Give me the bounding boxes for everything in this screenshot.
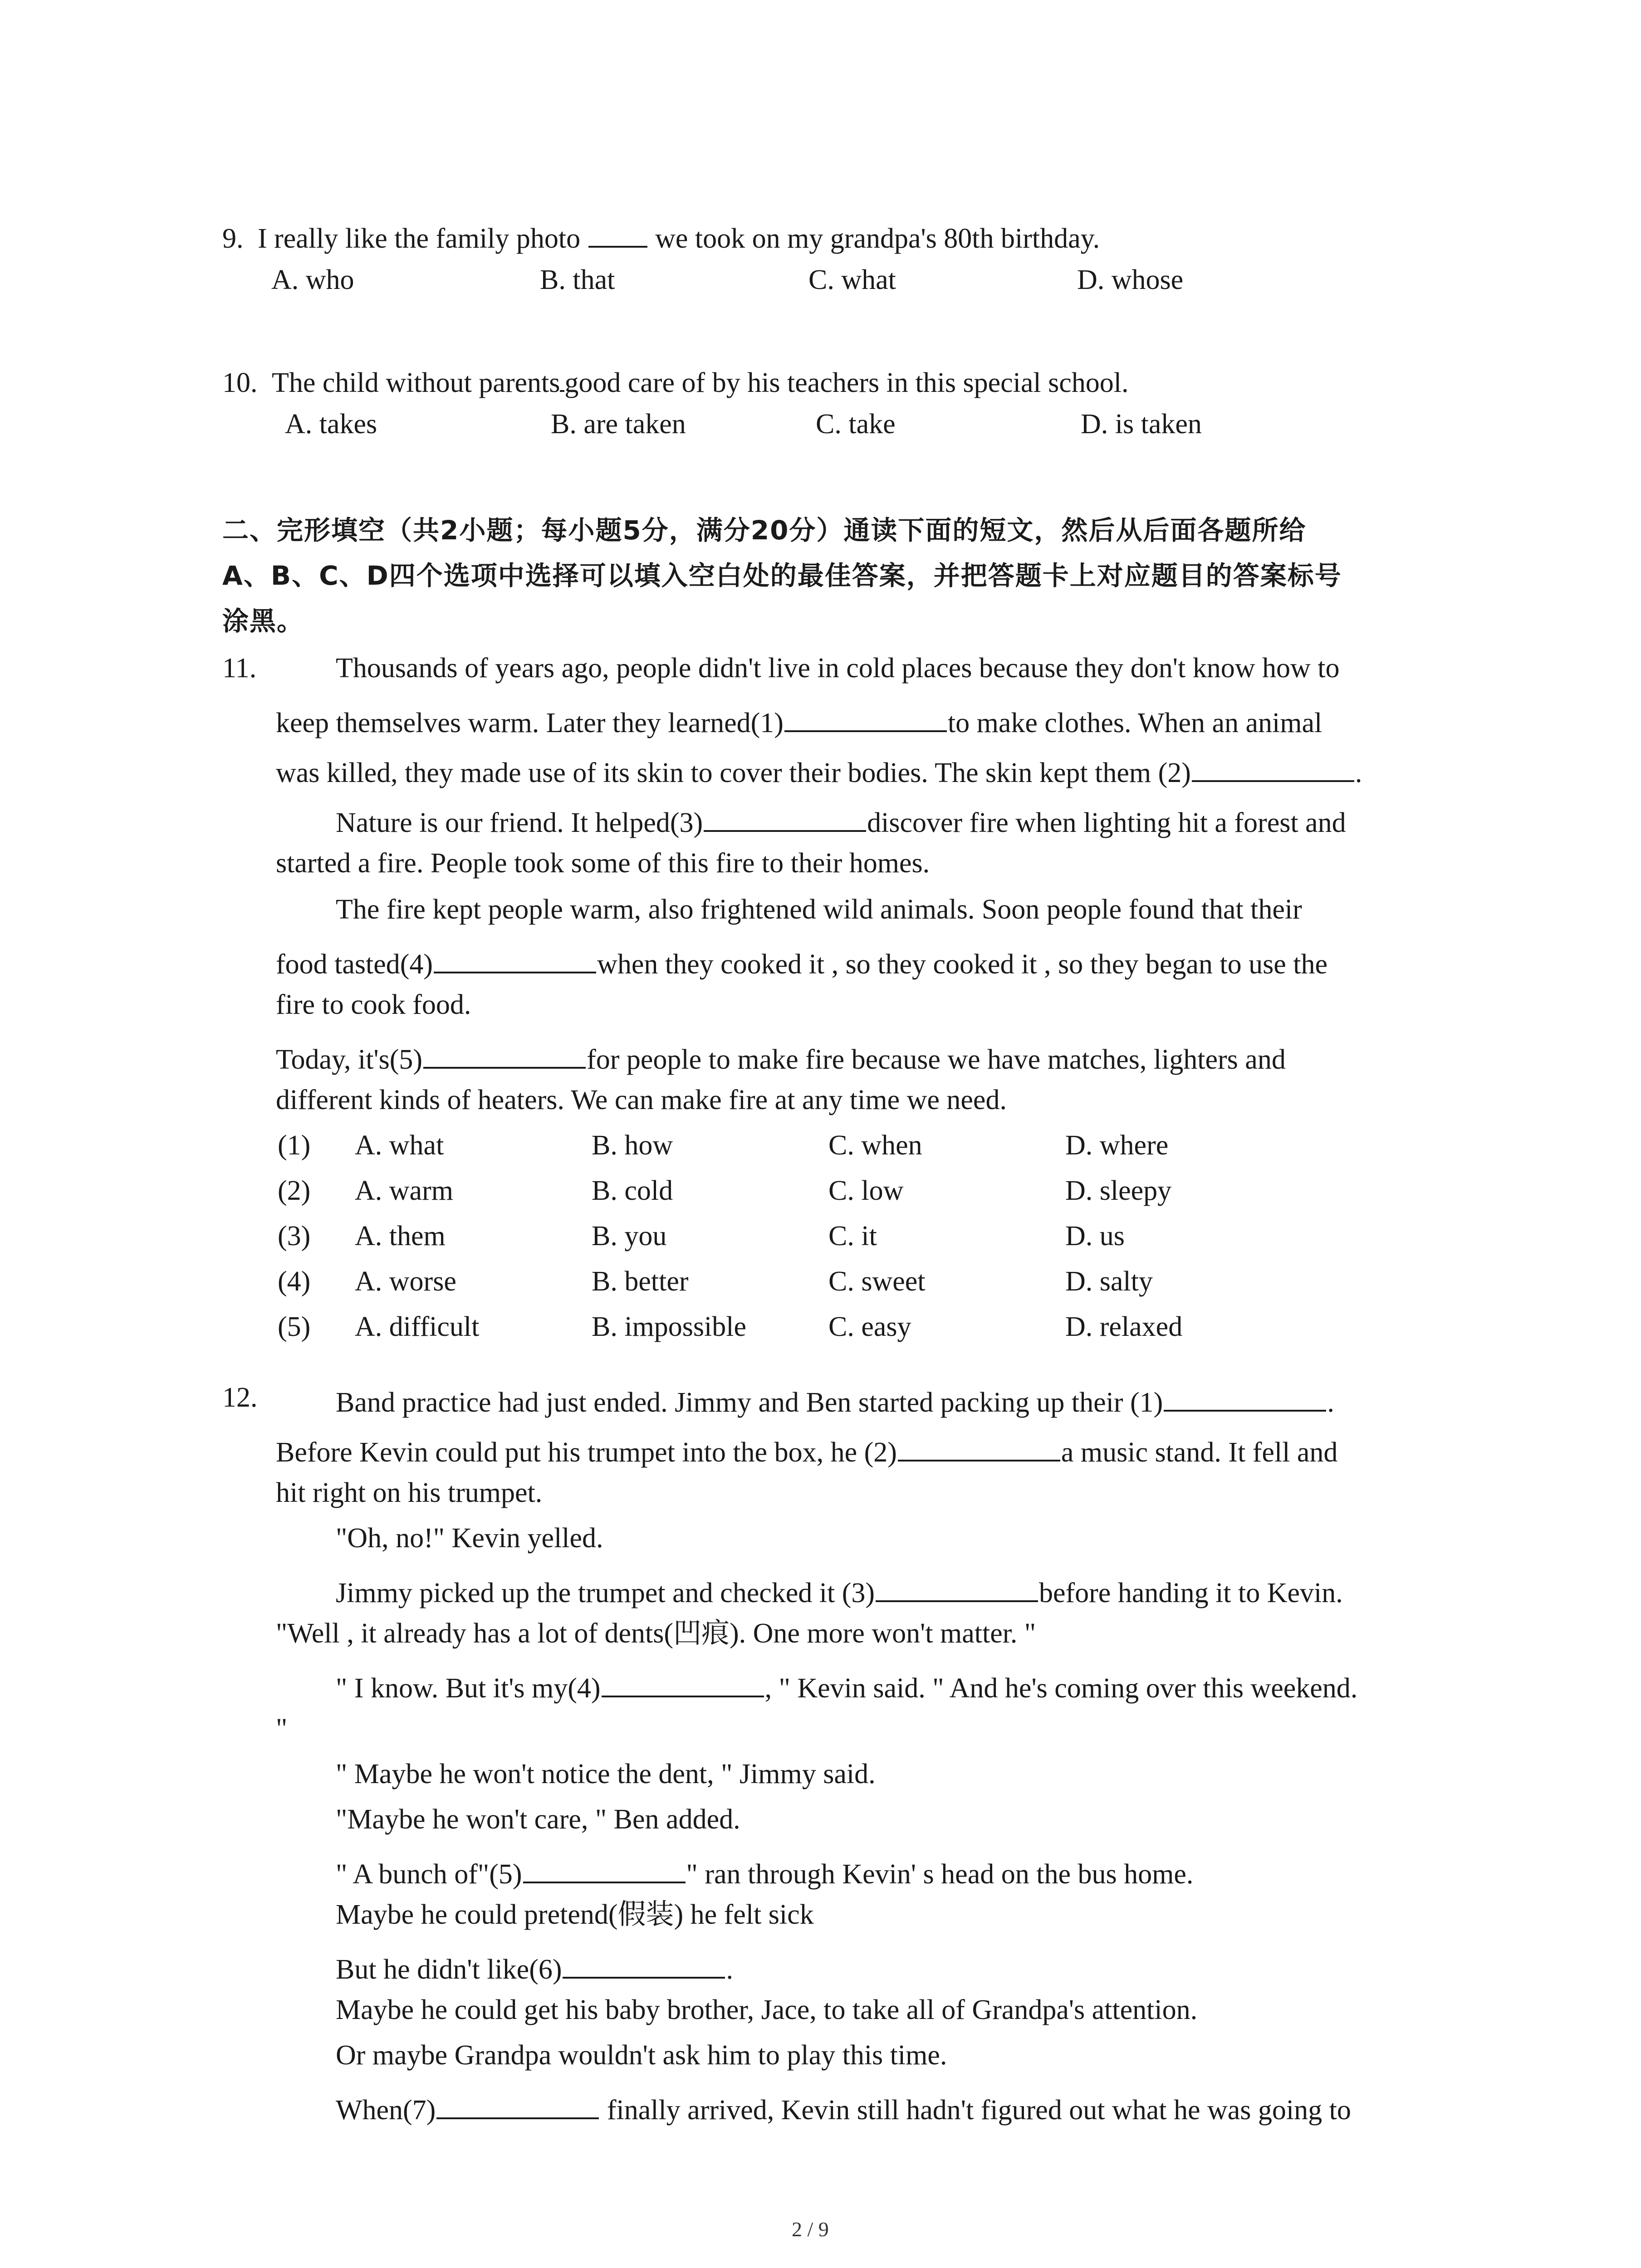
q10-blank [560,364,564,392]
q11-line: started a fire. People took some of this fire to their homes. [276,848,930,879]
q11-option[interactable]: D. where [1065,1130,1169,1161]
q11-option[interactable]: C. sweet [828,1266,926,1297]
q11-option[interactable]: B. how [592,1130,673,1161]
q11-option[interactable]: A. difficult [355,1311,480,1342]
q11-line: The fire kept people warm, also frightened wild animals. Soon people found that their [336,894,1302,925]
q11-line: different kinds of heaters. We can make fire at any time we need. [276,1085,1007,1115]
q9-option-a[interactable]: A. who [271,264,354,295]
q9-option-c[interactable]: C. what [808,264,896,295]
q12-blank-1 [1164,1383,1326,1412]
q11-option[interactable]: B. impossible [592,1311,747,1342]
q11-option[interactable]: A. warm [355,1175,453,1206]
q9-option-d[interactable]: D. whose [1077,264,1184,295]
q11-option[interactable]: A. them [355,1221,446,1251]
q12-blank-7 [436,2091,599,2119]
page-number: 2 / 9 [792,2218,829,2241]
q10-number: 10. [222,367,258,398]
q9-blank [588,220,647,248]
q11-option[interactable]: C. when [828,1130,922,1161]
q12-blank-5 [523,1855,686,1883]
q12-line: " Maybe he won't notice the dent, " Jimmy said. [336,1759,876,1789]
q11-line: Thousands of years ago, people didn't live in cold places because they don't know how to [336,653,1340,684]
q11-option[interactable]: D. relaxed [1065,1311,1183,1342]
section-heading-line2: A、B、C、D四个选项中选择可以填入空白处的最佳答案，并把答题卡上对应题目的答案标号 [222,560,1342,591]
q11-option[interactable]: D. us [1065,1221,1125,1251]
q12-line: Jimmy picked up the trumpet and checked it (3) before handing it to Kevin. [336,1574,1343,1607]
q12-line: " A bunch of"(5) " ran through Kevin' s head on the bus home. [336,1855,1193,1888]
section-heading-line1: 二、完形填空（共2小题；每小题5分，满分20分）通读下面的短文，然后从后面各题所给 [222,515,1307,546]
q11-line: food tasted(4) when they cooked it , so they cooked it , so they began to use the [276,945,1327,978]
q12-line: But he didn't like(6) . [336,1950,733,1984]
q11-blank-3 [704,804,866,832]
q11-option-number: (1) [278,1130,311,1161]
q12-blank-2 [898,1433,1060,1461]
q11-option[interactable]: B. cold [592,1175,673,1206]
q9-text-after: we took on my grandpa's 80th birthday. [648,223,1100,254]
q9-stem [222,220,1100,253]
q12-line: " [276,1713,288,1744]
q10-option-d[interactable]: D. is taken [1081,409,1202,440]
q11-option[interactable]: B. you [592,1221,667,1251]
q10-text-before: The child without parents [272,367,560,398]
q12-blank-4 [602,1669,764,1697]
q9-number: 9. [222,223,244,254]
q11-blank-5 [423,1041,586,1069]
q11-number: 11. [222,653,257,684]
section-heading-line3: 涂黑。 [222,606,304,636]
q12-line: Maybe he could get his baby brother, Jace, to take all of Grandpa's attention. [336,1994,1198,2025]
q11-option[interactable]: C. easy [828,1311,911,1342]
q11-option-number: (3) [278,1221,311,1251]
q12-number: 12. [222,1382,258,1413]
q11-blank-1 [784,704,947,732]
q11-line: Today, it's(5) for people to make fire because we have matches, lighters and [276,1041,1286,1074]
q10-option-a[interactable]: A. takes [285,409,377,440]
q11-line: Nature is our friend. It helped(3) discover fire when lighting hit a forest and [336,804,1346,837]
q12-blank-6 [563,1950,725,1979]
q11-line: keep themselves warm. Later they learned(1) to make clothes. When an animal [276,704,1322,737]
q12-line: Before Kevin could put his trumpet into the box, he (2) a music stand. It fell and [276,1433,1337,1466]
q11-option[interactable]: D. sleepy [1065,1175,1172,1206]
q11-option-number: (5) [278,1311,311,1342]
q11-option-number: (4) [278,1266,311,1297]
q11-line: was killed, they made use of its skin to cover their bodies. The skin kept them (2) . [276,754,1362,787]
q12-line: Band practice had just ended. Jimmy and Ben started packing up their (1) . [336,1383,1334,1417]
q12-line: hit right on his trumpet. [276,1477,543,1508]
q12-line: "Well , it already has a lot of dents(凹痕). One more won't matter. " [276,1618,1036,1649]
q11-option[interactable]: A. what [355,1130,444,1161]
q11-option[interactable]: D. salty [1065,1266,1153,1297]
q11-blank-4 [434,945,596,973]
q11-line: fire to cook food. [276,989,471,1020]
q12-line: " I know. But it's my(4) , " Kevin said. " And he's coming over this weekend. [336,1669,1357,1702]
q11-blank-2 [1192,754,1354,782]
q12-blank-3 [876,1574,1038,1602]
q12-line: "Oh, no!" Kevin yelled. [336,1523,603,1554]
q11-option[interactable]: C. low [828,1175,904,1206]
q12-line: "Maybe he won't care, " Ben added. [336,1804,740,1835]
q12-line: Maybe he could pretend(假装) he felt sick [336,1899,814,1930]
q10-option-b[interactable]: B. are taken [551,409,686,440]
q10-stem [222,364,1128,397]
q10-option-c[interactable]: C. take [816,409,896,440]
q11-option-number: (2) [278,1175,311,1206]
q11-option[interactable]: C. it [828,1221,877,1251]
q12-line: When(7) finally arrived, Kevin still hadn't figured out what he was going to [336,2091,1351,2124]
q9-text-before: I really like the family photo [258,223,588,254]
q9-option-b[interactable]: B. that [540,264,615,295]
q11-option[interactable]: B. better [592,1266,689,1297]
q12-line: Or maybe Grandpa wouldn't ask him to play this time. [336,2040,947,2071]
q10-text-after: good care of by his teachers in this special school. [564,367,1129,398]
q11-option[interactable]: A. worse [355,1266,456,1297]
